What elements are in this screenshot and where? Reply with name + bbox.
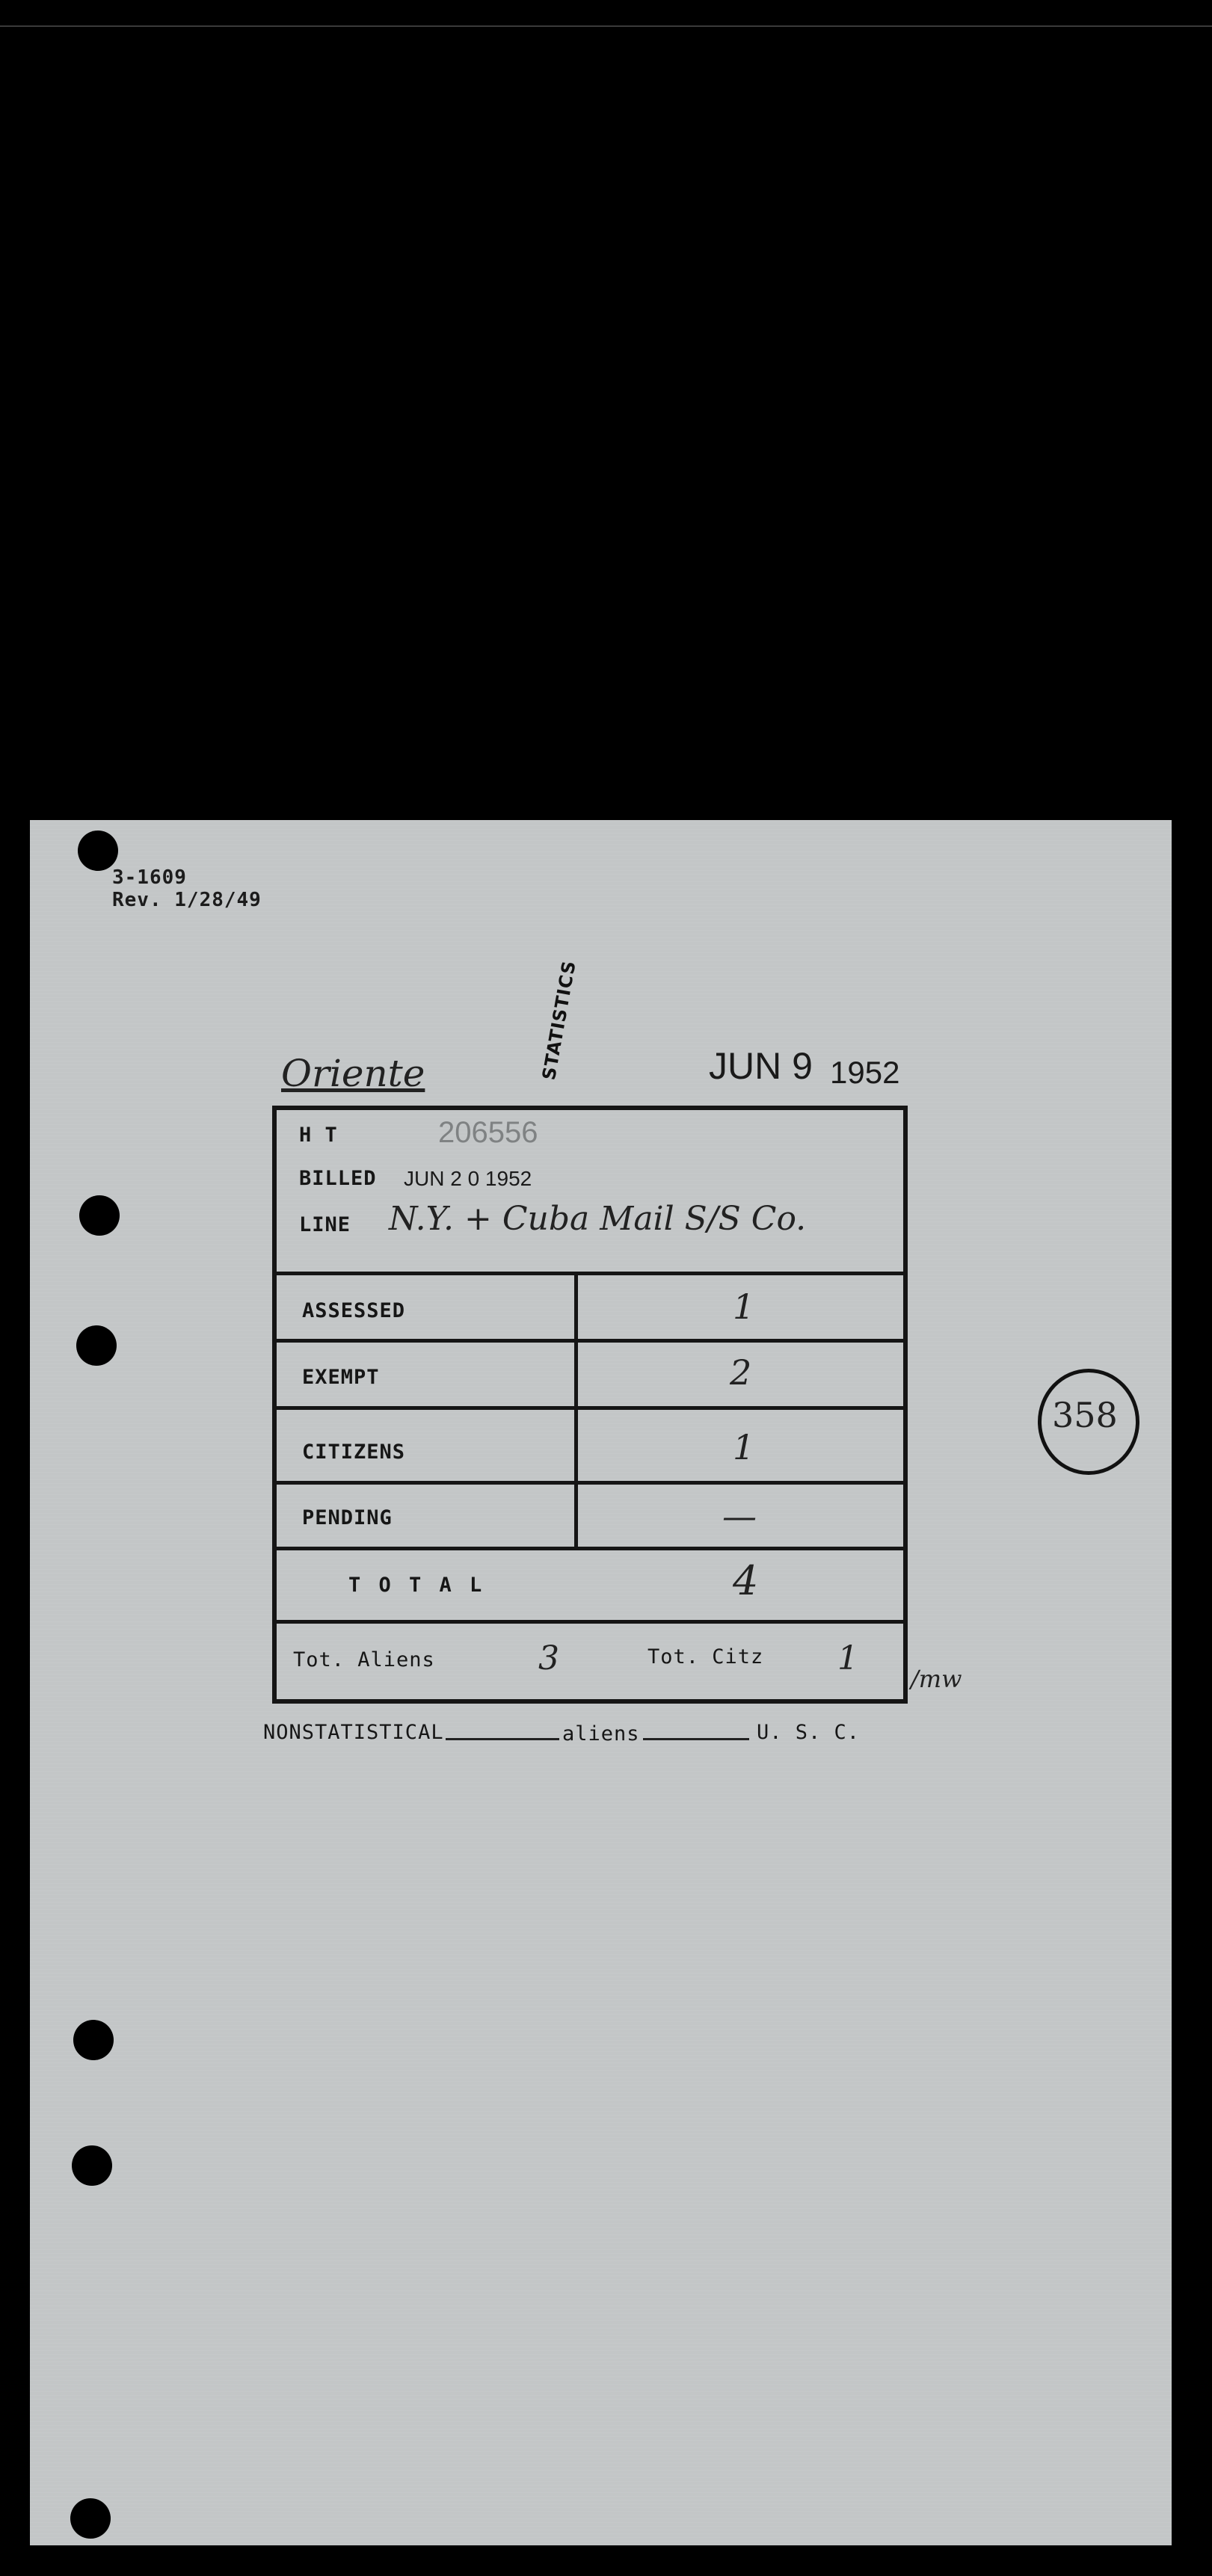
assessed-label: ASSESSED [302,1299,406,1322]
total-aliens-value: 3 [538,1639,559,1677]
form-number: 3-1609 [112,866,187,889]
circled-number [1038,1369,1139,1475]
date-stamp-year: 1952 [830,1055,900,1090]
punch-hole [78,831,118,871]
exempt-label: EXEMPT [302,1366,380,1389]
punch-hole [72,2145,112,2186]
clerk-initials: /mw [911,1665,962,1693]
punch-hole [76,1325,117,1366]
scan-top-edge [0,25,1212,27]
ht-number: 206556 [438,1116,538,1149]
nonstatistical-usc: U. S. C. [757,1721,861,1744]
tally-table [272,1106,908,1704]
divider [277,1272,903,1275]
divider [277,1547,903,1550]
form-revision: Rev. 1/28/49 [112,889,262,911]
vessel-name: Oriente [281,1052,425,1095]
nonstatistical-aliens: aliens [562,1722,640,1745]
total-citizens-label: Tot. Citz [647,1645,764,1668]
pending-label: PENDING [302,1506,393,1529]
manifest-card [30,820,1172,2545]
circled-number-text: 358 [1052,1395,1118,1435]
nonstatistical-label: NONSTATISTICAL [263,1721,444,1744]
divider [277,1339,903,1343]
pending-value: — [722,1496,757,1536]
billed-date-stamp: JUN 2 0 1952 [404,1167,532,1190]
line-value: N.Y. + Cuba Mail S/S Co. [389,1200,807,1238]
citizens-value: 1 [733,1427,755,1467]
statistics-stamp: STATISTICS [538,958,580,1082]
divider [277,1406,903,1410]
punch-hole [79,1195,120,1236]
ht-label: H T [299,1124,338,1147]
assessed-value: 1 [733,1287,755,1327]
total-label: T O T A L [348,1574,485,1597]
total-aliens-label: Tot. Aliens [293,1648,435,1671]
punch-hole [73,2020,114,2060]
total-value: 4 [733,1557,759,1604]
blank-line [446,1738,559,1740]
divider [277,1620,903,1624]
divider [277,1481,903,1485]
total-citizens-value: 1 [837,1639,858,1677]
punch-hole [70,2498,111,2539]
line-label: LINE [299,1213,351,1236]
date-stamp-day: JUN 9 [709,1045,813,1087]
citizens-label: CITIZENS [302,1440,406,1464]
billed-label: BILLED [299,1167,377,1190]
blank-line [643,1738,749,1740]
exempt-value: 2 [730,1352,752,1393]
